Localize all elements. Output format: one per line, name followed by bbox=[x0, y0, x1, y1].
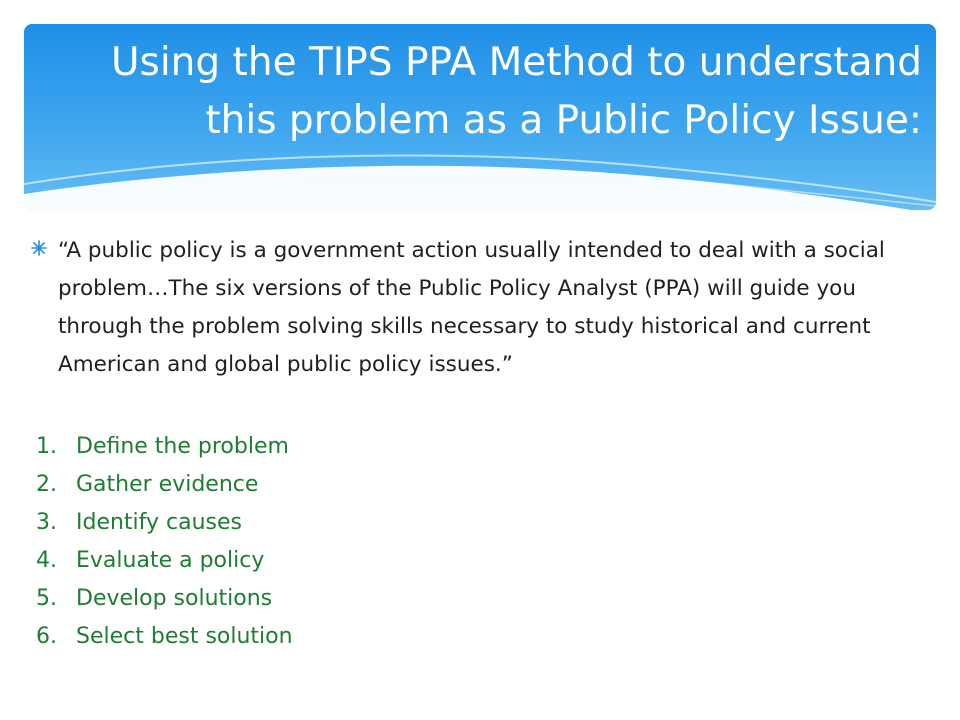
step-number: 5. bbox=[36, 586, 57, 611]
step-label: Gather evidence bbox=[76, 472, 259, 497]
policy-definition-quote: “A public policy is a government action usually intended to deal with a social problem…The six versions of the Public Policy Analyst (PPA) will guide you through the problem solving skills necessary to study historical and current American and global public policy issues.” bbox=[58, 238, 885, 377]
step-label: Define the problem bbox=[76, 434, 289, 459]
list-item bbox=[0, 504, 900, 542]
step-label: Select best solution bbox=[76, 624, 293, 649]
step-number: 2. bbox=[36, 472, 57, 497]
step-label: Develop solutions bbox=[76, 586, 273, 611]
quote-bullet-item bbox=[30, 232, 930, 384]
slide-body bbox=[30, 232, 930, 656]
list-item bbox=[0, 542, 900, 580]
list-item bbox=[0, 580, 900, 618]
step-number: 4. bbox=[36, 548, 57, 573]
title-banner bbox=[24, 24, 936, 210]
step-label: Identify causes bbox=[76, 510, 243, 535]
list-item bbox=[0, 428, 900, 466]
list-item bbox=[0, 618, 900, 656]
list-item bbox=[0, 466, 900, 504]
slide-title: Using the TIPS PPA Method to understand this problem as a Public Policy Issue: bbox=[110, 40, 922, 143]
ppa-steps-list bbox=[0, 428, 900, 656]
step-number: 1. bbox=[36, 434, 57, 459]
step-label: Evaluate a policy bbox=[76, 548, 265, 573]
asterisk-bullet-icon bbox=[30, 239, 48, 257]
step-number: 6. bbox=[36, 624, 57, 649]
step-number: 3. bbox=[36, 510, 57, 535]
